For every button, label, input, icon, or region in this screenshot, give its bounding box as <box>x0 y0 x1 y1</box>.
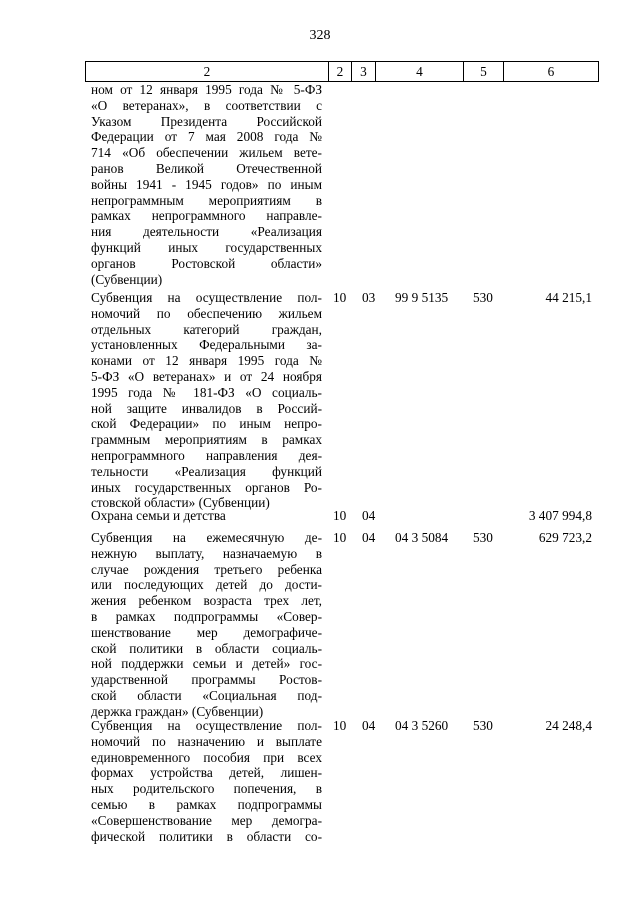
description-line: ной защите инвалидов в Россий- <box>91 400 322 416</box>
description-line: случае рождения третьего ребенка <box>91 561 322 577</box>
row-description <box>91 530 322 720</box>
header-cell-col-4: 4 <box>376 62 464 82</box>
description-line: непрограммным мероприятиям в <box>91 192 322 208</box>
description-line: тельности «Реализация функций <box>91 463 322 479</box>
description-line: органов Ростовской области» <box>91 255 322 271</box>
description-line: ской Федерации» по иным непро- <box>91 416 322 432</box>
amount: 629 723,2 <box>538 530 592 545</box>
description-line: единовременного пособия при всех <box>91 749 322 765</box>
header-cell-col-3: 3 <box>352 62 376 82</box>
description-line: граммным мероприятиям в рамках <box>91 432 322 448</box>
row-description <box>91 82 322 287</box>
description-line: отдельных категорий граждан, <box>91 321 322 337</box>
section-code: 10 <box>333 718 347 733</box>
description-line: ния деятельности «Реализация <box>91 224 322 240</box>
description-line: 1995 года № 181-ФЗ «О социаль- <box>91 384 322 400</box>
target-article-code: 04 3 5260 <box>395 718 449 733</box>
page-number: 328 <box>309 28 331 43</box>
description-line: стовской области» (Субвенции) <box>91 495 270 511</box>
expense-type-code: 530 <box>473 718 493 733</box>
description-line: в рамках подпрограммы «Совер- <box>91 608 322 624</box>
description-line: номочий по назначению и выплате <box>91 733 322 749</box>
subsection-code: 04 <box>362 508 376 523</box>
description-line: 5-ФЗ «О ветеранах» и от 24 ноября <box>91 368 322 384</box>
subsection-code: 03 <box>362 290 376 305</box>
description-line: номочий по обеспечению жильем <box>91 305 322 321</box>
description-line: Субвенция на осуществление пол- <box>91 718 322 733</box>
row-description <box>91 290 322 511</box>
description-line: ных родительского попечения, в <box>91 781 322 797</box>
description-line: конами от 12 января 1995 года № <box>91 353 322 369</box>
description-line: фической политики в области со- <box>91 828 322 844</box>
description-line: войны 1941 - 1945 годов» по иным <box>91 176 322 192</box>
description-line: формах устройства детей, лишен- <box>91 765 322 781</box>
target-article-code: 04 3 5084 <box>395 530 449 545</box>
header-cell-col-2: 2 <box>86 62 329 82</box>
amount: 44 215,1 <box>545 290 592 305</box>
description-line: или последующих детей до дости- <box>91 577 322 593</box>
description-line: держка граждан» (Субвенции) <box>91 703 264 719</box>
subsection-code: 04 <box>362 718 376 733</box>
table-header <box>85 61 598 82</box>
description-line: установленных Федеральными за- <box>91 337 322 353</box>
description-line: шенствование мер демографиче- <box>91 624 322 640</box>
section-code: 10 <box>333 508 347 523</box>
description-line: ной поддержки семьи и детей» гос- <box>91 656 322 672</box>
description-line: Субвенция на осуществление пол- <box>91 290 322 305</box>
target-article-code: 99 9 5135 <box>395 290 449 305</box>
description-line: нежную выплату, назначаемую в <box>91 545 322 561</box>
description-line: «О ветеранах», в соответствии с <box>91 97 322 113</box>
description-line: непрограммного направления дея- <box>91 447 322 463</box>
header-cell-col-2b: 2 <box>329 62 352 82</box>
description-line: ном от 12 января 1995 года № 5-ФЗ <box>91 82 322 97</box>
header-cell-col-5: 5 <box>464 62 504 82</box>
description-line: ударственной программы Ростов- <box>91 672 322 688</box>
description-line: Указом Президента Российской <box>91 113 322 129</box>
description-line: «Совершенствование мер демогра- <box>91 812 322 828</box>
row-description <box>91 508 322 524</box>
section-code: 10 <box>333 290 347 305</box>
description-line: Федерации от 7 мая 2008 года № <box>91 129 322 145</box>
section-code: 10 <box>333 530 347 545</box>
row-description <box>91 718 322 844</box>
amount: 24 248,4 <box>545 718 592 733</box>
description-line: семью в рамках подпрограммы <box>91 796 322 812</box>
description-line: ранов Великой Отечественной <box>91 160 322 176</box>
description-line: рамках непрограммного направле- <box>91 208 322 224</box>
description-line: 714 «Об обеспечении жильем вете- <box>91 145 322 161</box>
amount: 3 407 994,8 <box>528 508 592 523</box>
description-line: жения ребенком возраста трех лет, <box>91 593 322 609</box>
expense-type-code: 530 <box>473 290 493 305</box>
subsection-code: 04 <box>362 530 376 545</box>
expense-type-code: 530 <box>473 530 493 545</box>
description-line: ской области «Социальная под- <box>91 687 322 703</box>
description-line: (Субвенции) <box>91 271 163 287</box>
description-line: Субвенция на ежемесячную де- <box>91 530 322 545</box>
description-line: Охрана семьи и детства <box>91 508 226 523</box>
description-line: ской политики в области социаль- <box>91 640 322 656</box>
header-cell-col-6: 6 <box>504 62 599 82</box>
description-line: иных государственных органов Ро- <box>91 479 322 495</box>
description-line: функций иных государственных <box>91 239 322 255</box>
